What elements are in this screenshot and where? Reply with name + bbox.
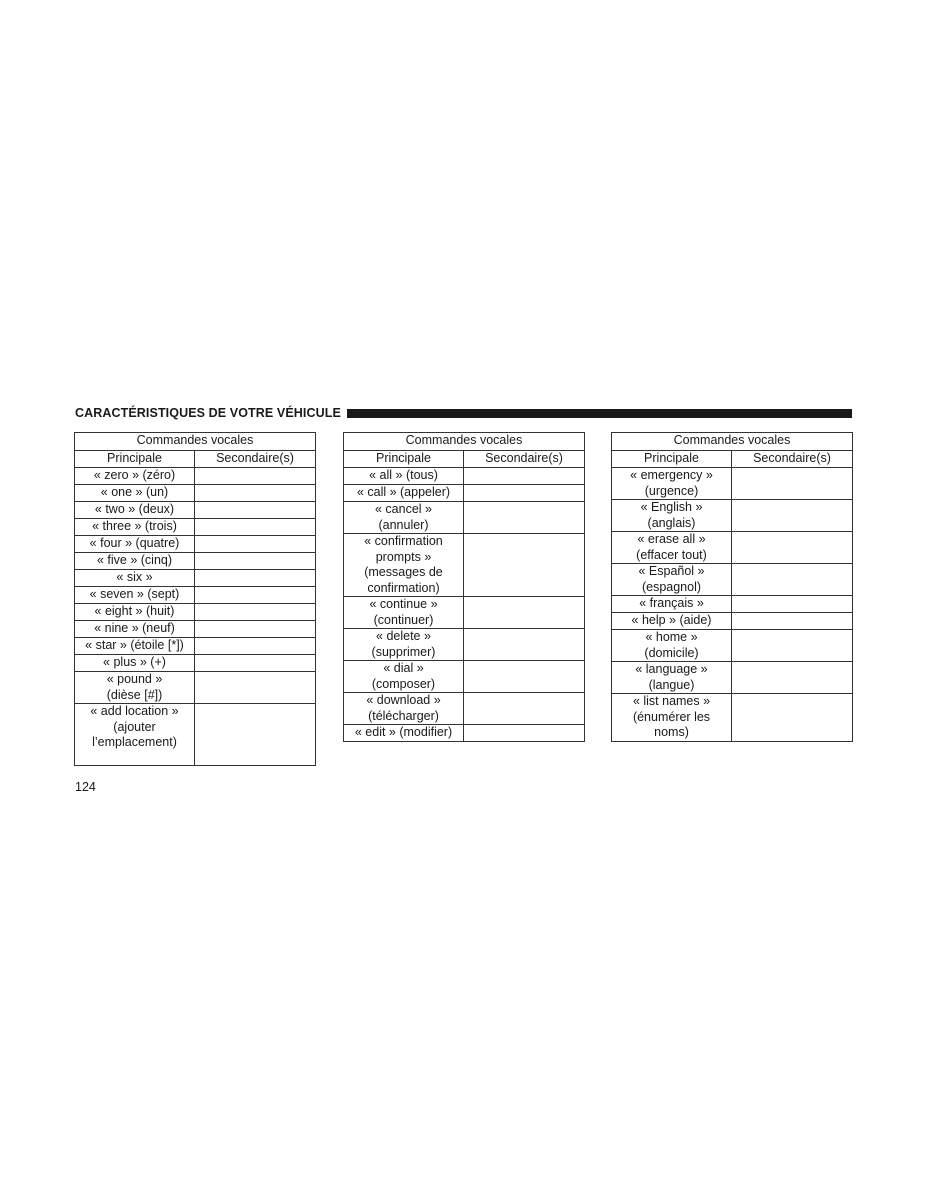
principal-command-cell (75, 655, 195, 672)
command-text-line: « one » (un) (100, 485, 169, 499)
command-text-line: (domicile) (644, 645, 699, 660)
header-rule (347, 409, 852, 418)
principal-command-cell (344, 693, 464, 725)
voice-commands-table-2 (343, 432, 585, 742)
column-header-secondaire: Secondaire(s) (464, 451, 585, 468)
command-text-line: « home » (645, 630, 698, 644)
table-row (612, 613, 853, 630)
principal-command-cell (75, 502, 195, 519)
secondary-command-cell (464, 629, 585, 661)
command-text-line: « continue » (369, 597, 438, 611)
secondary-command-cell (732, 613, 853, 630)
command-text-line: (télécharger) (368, 708, 439, 723)
command-text-line: « edit » (modifier) (354, 725, 453, 739)
command-text-line: prompts » (375, 549, 432, 564)
secondary-command-cell (195, 672, 316, 704)
principal-command-cell (344, 534, 464, 597)
command-text-line: « help » (aide) (631, 613, 712, 627)
table-row (612, 468, 853, 500)
table-row (75, 655, 316, 672)
command-text-line: (effacer tout) (636, 547, 707, 562)
command-text-line: « Español » (638, 564, 705, 578)
secondary-command-cell (195, 621, 316, 638)
command-text-line: « erase all » (637, 532, 706, 546)
table-row (75, 570, 316, 587)
table-row (612, 662, 853, 694)
command-text-line: (espagnol) (641, 579, 702, 594)
secondary-command-cell (195, 638, 316, 655)
command-text-line: « cancel » (375, 502, 432, 516)
table-row (75, 587, 316, 604)
column-header-principale: Principale (612, 451, 732, 468)
command-text-line: « nine » (neuf) (94, 621, 175, 635)
table-body (344, 468, 585, 742)
table-caption: Commandes vocales (75, 433, 316, 451)
table-body (75, 468, 316, 766)
principal-command-cell (344, 485, 464, 502)
command-text-line: (langue) (648, 677, 695, 692)
secondary-command-cell (195, 502, 316, 519)
secondary-command-cell (195, 553, 316, 570)
secondary-command-cell (732, 630, 853, 662)
table-row (75, 638, 316, 655)
table-row (612, 532, 853, 564)
principal-command-cell (75, 672, 195, 704)
table-caption: Commandes vocales (344, 433, 585, 451)
principal-command-cell (612, 564, 732, 596)
principal-command-cell (612, 468, 732, 500)
secondary-command-cell (195, 536, 316, 553)
command-text-line: « call » (appeler) (356, 485, 451, 499)
principal-command-cell (612, 613, 732, 630)
secondary-command-cell (464, 485, 585, 502)
command-text-line: « pound » (106, 672, 163, 686)
table-row (344, 725, 585, 742)
principal-command-cell (612, 596, 732, 613)
secondary-command-cell (195, 587, 316, 604)
command-text-line: « download » (366, 693, 441, 707)
column-header-principale: Principale (344, 451, 464, 468)
principal-command-cell (344, 629, 464, 661)
secondary-command-cell (195, 704, 316, 766)
secondary-command-cell (464, 693, 585, 725)
command-text-line: (annuler) (378, 517, 429, 532)
command-text-line: « two » (deux) (94, 502, 175, 516)
table-row (75, 704, 316, 766)
table-row (75, 485, 316, 502)
principal-command-cell (612, 694, 732, 742)
command-text-line: « six » (116, 570, 153, 584)
secondary-command-cell (195, 519, 316, 536)
command-text-line: « four » (quatre) (89, 536, 180, 550)
secondary-command-cell (464, 597, 585, 629)
command-text-line: « three » (trois) (92, 519, 177, 533)
table-row (344, 534, 585, 597)
command-text-line: « emergency » (630, 468, 713, 482)
principal-command-cell (75, 587, 195, 604)
secondary-command-cell (732, 564, 853, 596)
command-text-line: « français » (639, 596, 704, 610)
secondary-command-cell (195, 604, 316, 621)
principal-command-cell (75, 536, 195, 553)
command-text-line: (composer) (371, 676, 436, 691)
command-text-line: « all » (tous) (369, 468, 438, 482)
secondary-command-cell (732, 532, 853, 564)
command-text-line: (dièse [#]) (106, 687, 163, 702)
principal-command-cell (344, 725, 464, 742)
table-row (344, 468, 585, 485)
command-text-line: « five » (cinq) (96, 553, 173, 567)
section-title: CARACTÉRISTIQUES DE VOTRE VÉHICULE (75, 406, 341, 420)
secondary-command-cell (195, 570, 316, 587)
command-text-line: (anglais) (647, 515, 696, 530)
table-row (344, 693, 585, 725)
command-text-line: (énumérer les (632, 709, 711, 724)
table-caption: Commandes vocales (612, 433, 853, 451)
table-row (75, 536, 316, 553)
secondary-command-cell (464, 468, 585, 485)
command-text-line: (messages de (364, 565, 443, 579)
command-text-line: noms) (654, 725, 689, 739)
table-row (75, 604, 316, 621)
principal-command-cell (75, 621, 195, 638)
command-text-line: « seven » (sept) (89, 587, 180, 601)
command-text-line: « zero » (zéro) (93, 468, 176, 482)
principal-command-cell (75, 638, 195, 655)
secondary-command-cell (732, 468, 853, 500)
principal-command-cell (344, 502, 464, 534)
table-row (75, 672, 316, 704)
table-row (612, 500, 853, 532)
command-text-line: « delete » (376, 629, 431, 643)
command-text-line: l’emplacement) (92, 735, 177, 749)
principal-command-cell (75, 704, 195, 766)
column-header-secondaire: Secondaire(s) (732, 451, 853, 468)
principal-command-cell (344, 468, 464, 485)
table-row (344, 597, 585, 629)
secondary-command-cell (732, 662, 853, 694)
principal-command-cell (612, 662, 732, 694)
table-row (612, 630, 853, 662)
command-text-line: (continuer) (373, 612, 434, 627)
table-row (75, 621, 316, 638)
table-row (344, 661, 585, 693)
table-row (75, 502, 316, 519)
principal-command-cell (75, 604, 195, 621)
voice-commands-table-3 (611, 432, 853, 742)
command-text-line: « star » (étoile [*]) (85, 638, 184, 652)
principal-command-cell (612, 532, 732, 564)
table-row (612, 564, 853, 596)
table-row (344, 485, 585, 502)
secondary-command-cell (464, 661, 585, 693)
secondary-command-cell (195, 655, 316, 672)
secondary-command-cell (195, 468, 316, 485)
principal-command-cell (75, 485, 195, 502)
principal-command-cell (612, 630, 732, 662)
table-row (612, 596, 853, 613)
page-number: 124 (75, 780, 96, 794)
command-text-line: « list names » (632, 694, 711, 708)
command-text-line: « plus » (+) (103, 655, 166, 669)
secondary-command-cell (464, 534, 585, 597)
column-header-secondaire: Secondaire(s) (195, 451, 316, 468)
section-header (75, 405, 852, 421)
command-text-line: confirmation) (367, 580, 440, 595)
table-body (612, 468, 853, 742)
command-text-line: « eight » (huit) (94, 604, 175, 618)
table-row (612, 694, 853, 742)
command-text-line: (supprimer) (371, 644, 436, 659)
command-text-line: « dial » (383, 661, 424, 675)
command-text-line: « English » (640, 500, 703, 514)
table-row (344, 629, 585, 661)
secondary-command-cell (195, 485, 316, 502)
command-text-line: « confirmation (364, 534, 443, 548)
command-text-line: (urgence) (644, 483, 699, 498)
principal-command-cell (344, 597, 464, 629)
principal-command-cell (75, 519, 195, 536)
column-header-principale: Principale (75, 451, 195, 468)
table-row (75, 468, 316, 485)
command-text-line: « add location » (90, 704, 179, 718)
command-text-line: « language » (635, 662, 708, 676)
table-row (344, 502, 585, 534)
table-row (75, 519, 316, 536)
principal-command-cell (75, 570, 195, 587)
principal-command-cell (612, 500, 732, 532)
principal-command-cell (75, 468, 195, 485)
secondary-command-cell (732, 596, 853, 613)
secondary-command-cell (732, 694, 853, 742)
table-row (75, 553, 316, 570)
command-text-line: (ajouter (113, 719, 156, 734)
principal-command-cell (344, 661, 464, 693)
secondary-command-cell (464, 502, 585, 534)
secondary-command-cell (732, 500, 853, 532)
voice-commands-table-1 (74, 432, 316, 766)
secondary-command-cell (464, 725, 585, 742)
principal-command-cell (75, 553, 195, 570)
